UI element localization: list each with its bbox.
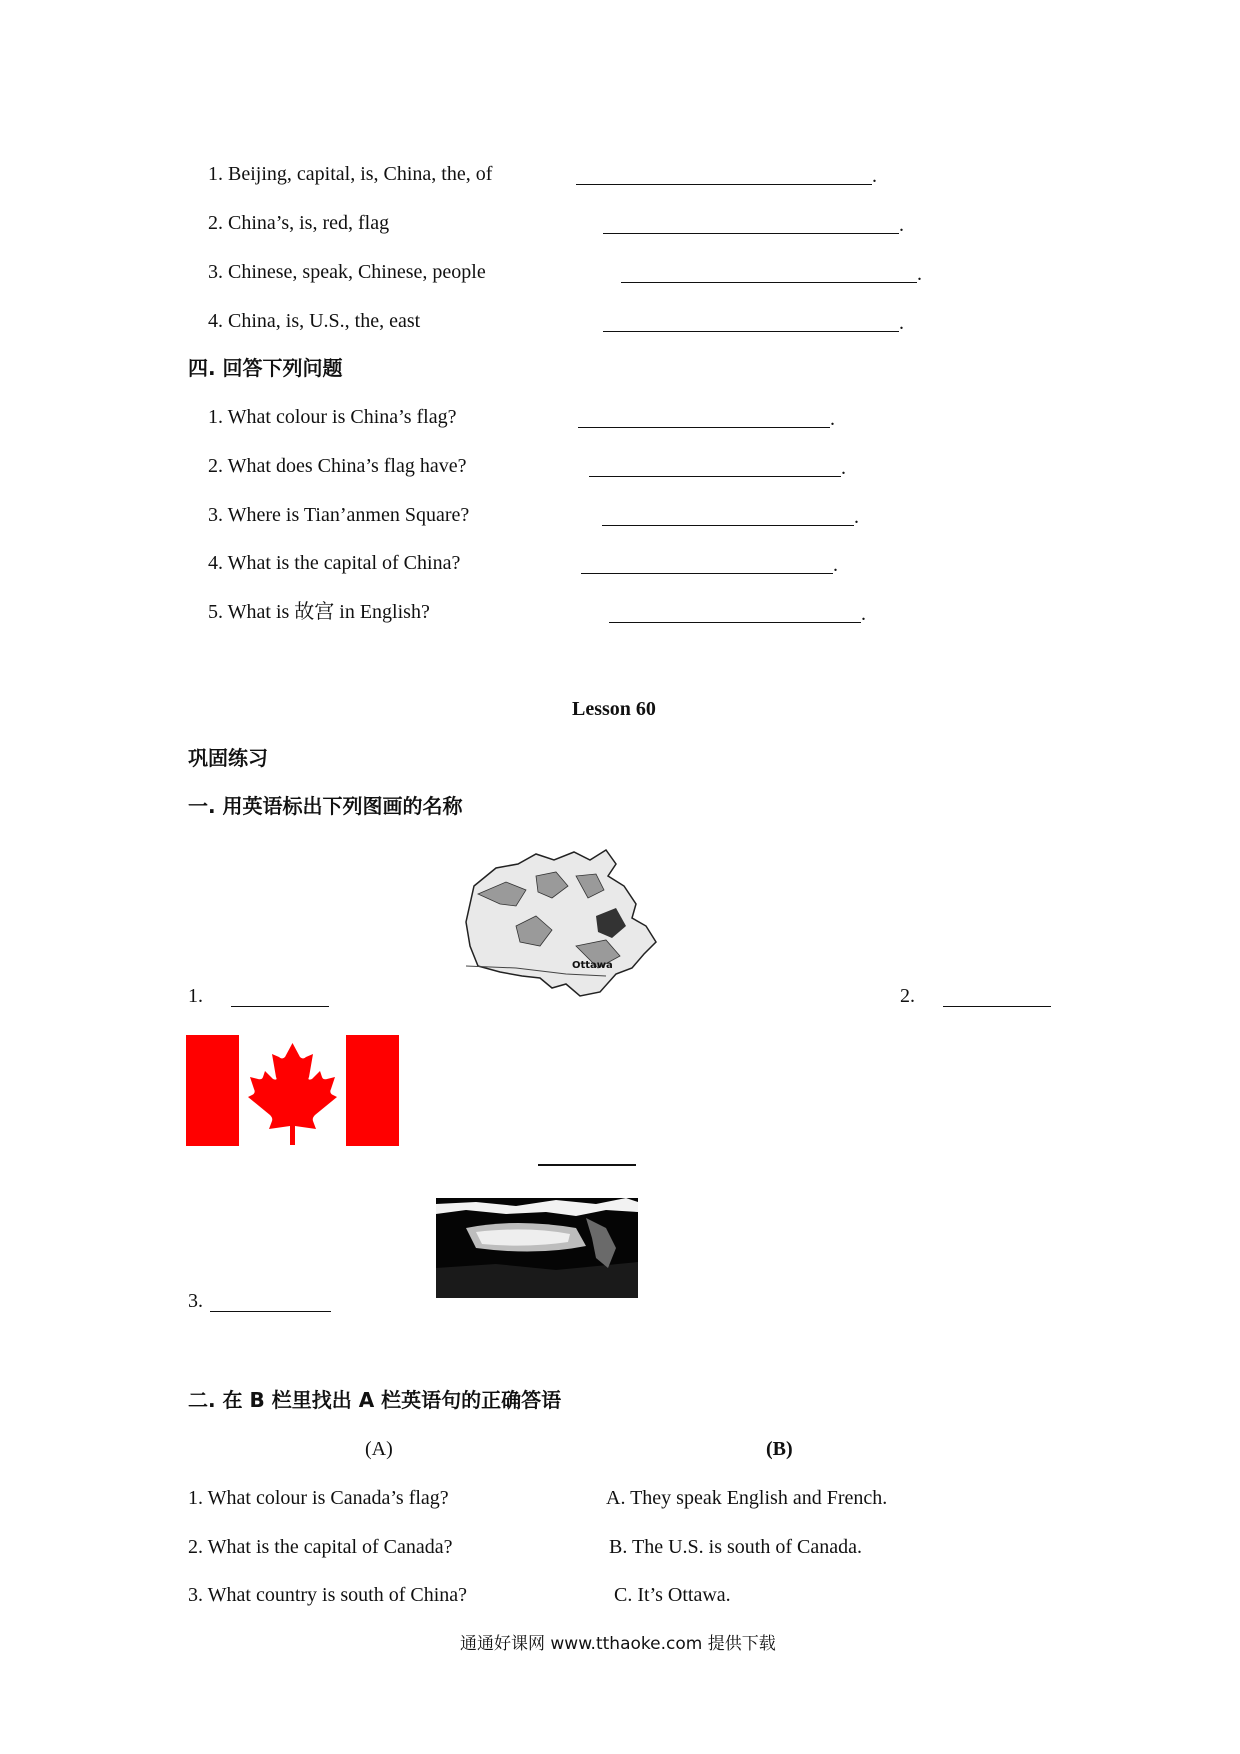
s4-period-1: . [830,408,835,430]
s4-answer-1[interactable] [578,427,830,428]
image-label-2: 2. [900,985,915,1007]
s4-answer-5[interactable] [609,622,861,623]
s4-answer-4[interactable] [581,573,833,574]
s3-period-3: . [917,263,922,285]
s4-answer-3[interactable] [602,525,854,526]
s4-answer-2[interactable] [589,476,841,477]
question-2: 2. What is the capital of Canada? [188,1536,453,1558]
column-a-label: (A) [365,1438,393,1460]
answer-c: C. It’s Ottawa. [614,1584,731,1606]
s3-answer-1[interactable] [576,184,872,185]
s3-item-1: 1. Beijing, capital, is, China, the, of [208,163,493,185]
question-1: 1. What colour is Canada’s flag? [188,1487,449,1509]
image-answer-2[interactable] [943,1006,1051,1007]
practice-heading: 巩固练习 [188,746,268,770]
answer-b: B. The U.S. is south of Canada. [609,1536,862,1558]
image-answer-1[interactable] [231,1006,329,1007]
s4-period-2: . [841,457,846,479]
photo-top-rule [538,1164,636,1166]
image-answer-3[interactable] [210,1311,331,1312]
canada-flag-image [186,1035,399,1146]
s4-period-5: . [861,603,866,625]
page-footer: 通通好课网 www.tthaoke.com 提供下载 [460,1634,776,1654]
column-b-label: (B) [766,1438,793,1460]
s3-answer-2[interactable] [603,233,899,234]
s4-item-3: 3. Where is Tian’anmen Square? [208,504,470,526]
section4-heading: 四. 回答下列问题 [188,356,343,380]
s3-answer-3[interactable] [621,282,917,283]
answer-a: A. They speak English and French. [606,1487,888,1509]
s4-item-2: 2. What does China’s flag have? [208,455,467,477]
canada-map-image [456,846,662,1006]
image-label-1: 1. [188,985,203,1007]
map-ottawa-label: Ottawa [572,960,613,971]
s3-item-2: 2. China’s, is, red, flag [208,212,390,234]
s4-item-4: 4. What is the capital of China? [208,552,461,574]
image-label-3: 3. [188,1290,203,1312]
s4-period-3: . [854,506,859,528]
waterfall-photo-image [436,1198,638,1298]
s3-item-3: 3. Chinese, speak, Chinese, people [208,261,486,283]
s4-period-4: . [833,554,838,576]
question-3: 3. What country is south of China? [188,1584,468,1606]
s3-item-4: 4. China, is, U.S., the, east [208,310,421,332]
part1-heading: 一. 用英语标出下列图画的名称 [188,794,463,818]
s3-period-4: . [899,312,904,334]
part2-heading: 二. 在 B 栏里找出 A 栏英语句的正确答语 [188,1388,562,1412]
s4-item-5: 5. What is 故宫 in English? [208,601,430,623]
lesson-title: Lesson 60 [572,698,656,720]
s3-answer-4[interactable] [603,331,899,332]
s3-period-2: . [899,214,904,236]
s4-item-1: 1. What colour is China’s flag? [208,406,457,428]
s3-period-1: . [872,165,877,187]
